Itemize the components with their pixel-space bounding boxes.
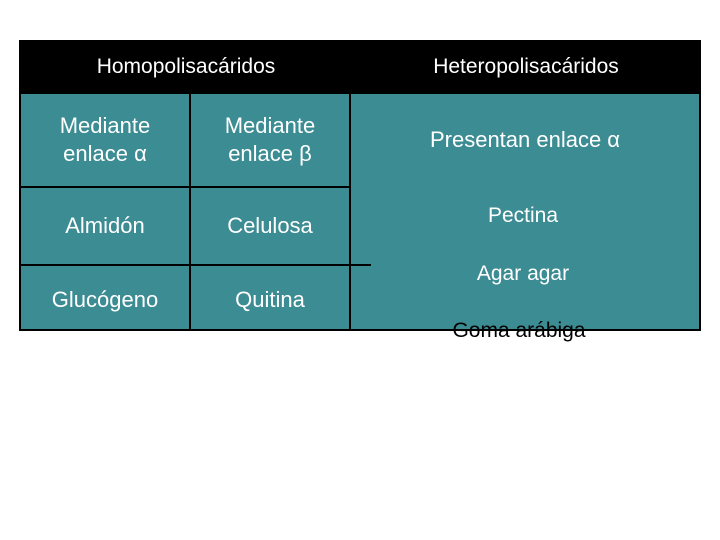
hetero-example-goma: Goma arábiga [452,319,586,342]
cell-almidon: Almidón [21,188,189,264]
header-homopolisacaridos: Homopolisacáridos [21,42,351,92]
hetero-example-pectina: Pectina [487,204,559,227]
cell-enlace-alfa [21,94,189,186]
cell-quitina: Quitina [191,266,349,329]
polysaccharide-table [19,40,701,342]
hetero-link-text: Presentan enlace α [429,127,621,152]
hetero-content [351,94,699,342]
header-heteropolisacaridos: Heteropolisacáridos [353,42,699,92]
hetero-example-agar: Agar agar [476,262,570,285]
cell-celulosa: Celulosa [191,188,349,264]
cell-enlace-beta-text: Mediante enlace β [224,113,316,166]
cell-enlace-alfa-text: Mediante enlace α [59,113,151,166]
cell-glucogeno: Glucógeno [21,266,189,329]
cell-enlace-beta [191,94,349,186]
grid-line [349,264,371,266]
